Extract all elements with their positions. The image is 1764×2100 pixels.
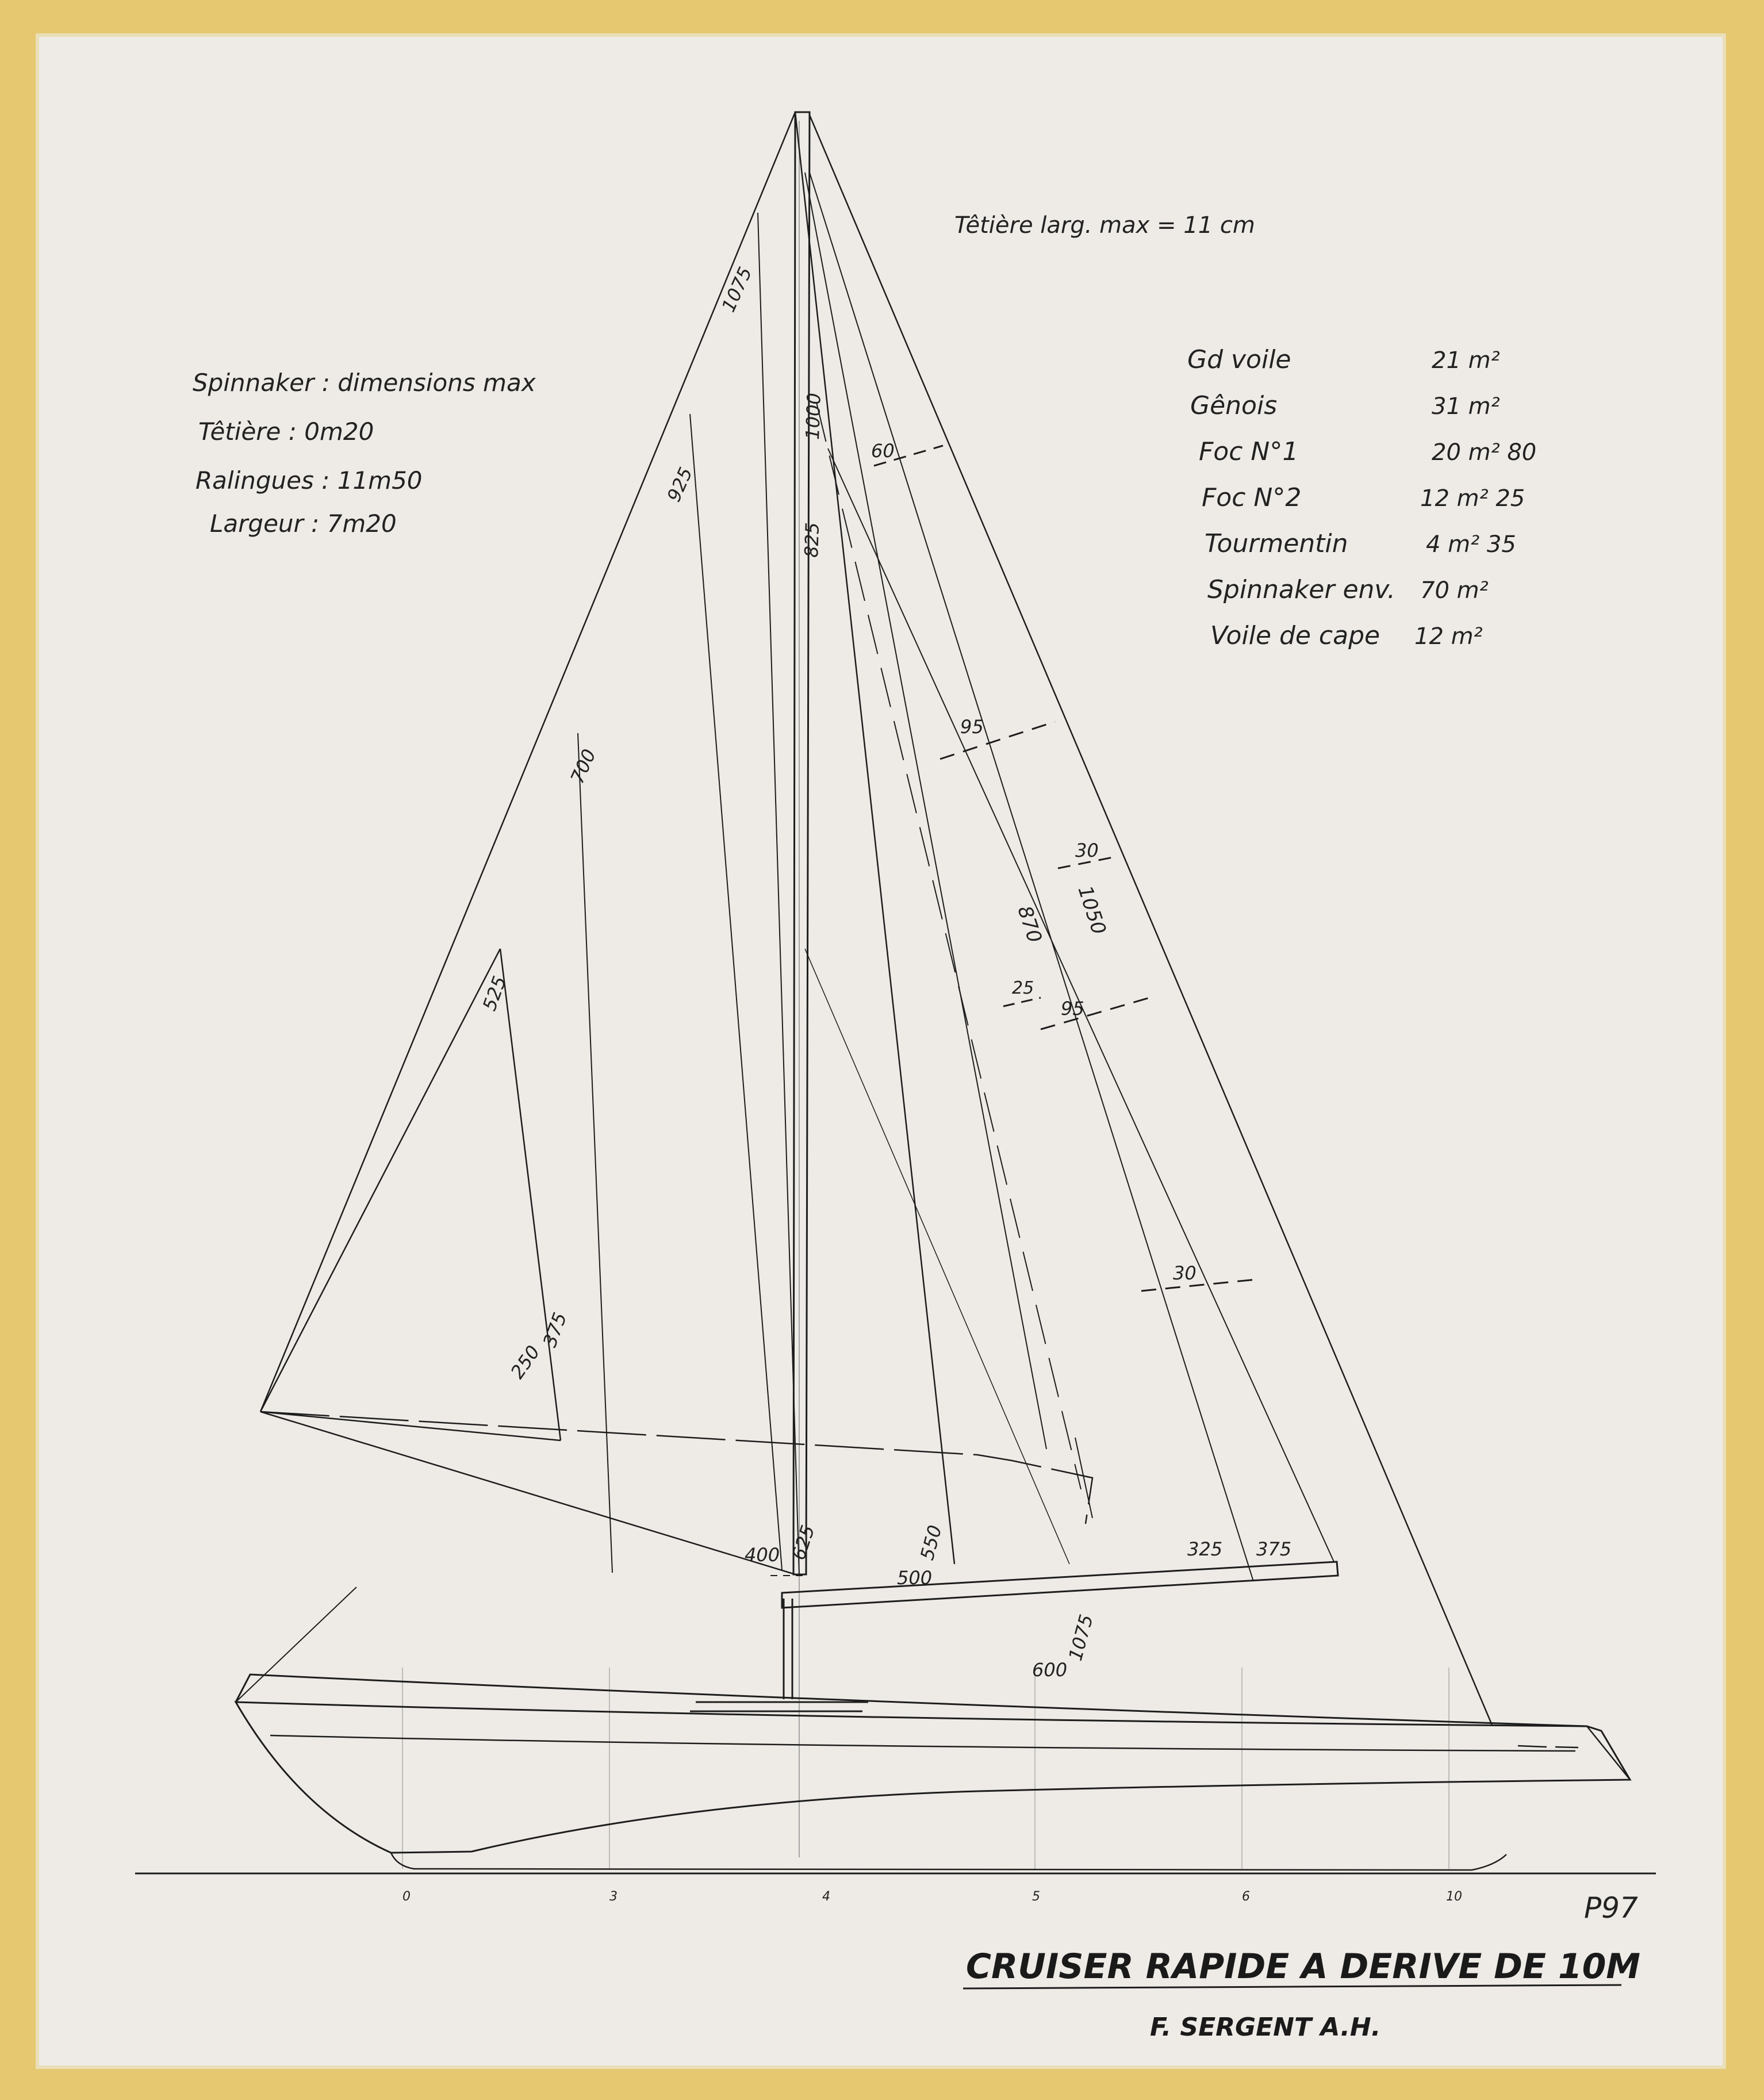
sail-area: 12 m² 25 xyxy=(1420,485,1525,512)
dim-foot-325: 325 xyxy=(1187,1538,1223,1560)
dim-batten-30-a: 30 xyxy=(1075,840,1099,861)
scale-tick: 6 xyxy=(1242,1890,1250,1904)
dim-mast-825: 825 xyxy=(800,522,824,558)
spinnaker-heading: Spinnaker : dimensions max xyxy=(193,369,536,397)
dim-leech-550: 550 xyxy=(916,1523,946,1563)
spinnaker-note-line: Têtière : 0m20 xyxy=(198,417,374,446)
dim-luff-700: 700 xyxy=(566,746,601,787)
dim-luff-1000: 1000 xyxy=(802,392,825,440)
spinnaker-notes xyxy=(193,369,536,538)
drawing-sheet xyxy=(36,33,1726,2069)
dim-batten-95-low: 95 xyxy=(1061,998,1084,1020)
dim-leech-1050: 1050 xyxy=(1073,883,1111,938)
dim-foot-400: 400 xyxy=(745,1544,780,1566)
scale-tick: 10 xyxy=(1446,1890,1462,1904)
battens xyxy=(874,446,1256,1291)
sail-name: Tourmentin xyxy=(1205,529,1348,558)
scale-tick: 3 xyxy=(609,1890,618,1904)
sail-area-table xyxy=(1187,345,1536,650)
sail-area: 20 m² 80 xyxy=(1432,439,1537,466)
sail-name: Spinnaker env. xyxy=(1207,575,1395,604)
drawing-author: F. SERGENT A.H. xyxy=(1150,2013,1381,2042)
dim-batten-95-top: 95 xyxy=(960,716,984,738)
sail-name: Gd voile xyxy=(1187,345,1291,374)
sail-area: 12 m² xyxy=(1414,623,1483,650)
scale-tick: 0 xyxy=(402,1890,411,1904)
scale-ticks xyxy=(402,1890,1462,1904)
sail-plan-drawing xyxy=(36,33,1726,2069)
mast xyxy=(793,112,810,1574)
sail-area: 70 m² xyxy=(1420,577,1489,604)
dim-foot-500: 500 xyxy=(897,1567,933,1589)
scale-tick: 4 xyxy=(822,1890,830,1904)
dim-foot-600: 600 xyxy=(1032,1659,1068,1681)
dim-batten-60: 60 xyxy=(871,440,895,462)
sail-area: 4 m² 35 xyxy=(1426,531,1516,558)
drawing-title: CRUISER RAPIDE A DERIVE DE 10M xyxy=(966,1946,1641,1987)
dimension-labels xyxy=(478,263,1291,1681)
mainsail xyxy=(759,112,954,1564)
dim-leech-625: 625 xyxy=(787,1522,819,1563)
dim-batten-25: 25 xyxy=(1012,978,1034,998)
dim-leech-870: 870 xyxy=(1013,903,1046,946)
dim-luff-1075: 1075 xyxy=(717,263,757,316)
sail-name: Gênois xyxy=(1190,391,1278,420)
sail-name: Foc N°2 xyxy=(1202,483,1302,512)
dim-batten-30-b: 30 xyxy=(1173,1262,1197,1284)
sail-name: Voile de cape xyxy=(1210,621,1380,650)
header-note: Têtière larg. max = 11 cm xyxy=(954,212,1255,239)
boom xyxy=(782,1562,1338,1608)
sail-name: Foc N°1 xyxy=(1199,437,1299,466)
sail-area: 21 m² xyxy=(1432,347,1500,374)
scale-tick: 5 xyxy=(1032,1890,1040,1904)
plate-number: P97 xyxy=(1584,1891,1638,1925)
dim-leech-1075: 1075 xyxy=(1064,1612,1098,1664)
dim-foot-375: 375 xyxy=(1256,1538,1292,1560)
dim-luff-925: 925 xyxy=(662,464,697,505)
sail-area: 31 m² xyxy=(1432,393,1500,420)
dim-luff-375: 375 xyxy=(538,1309,572,1350)
dim-foot-250: 250 xyxy=(506,1341,544,1383)
hull xyxy=(236,1587,1630,1870)
forestay xyxy=(810,115,1492,1725)
spinnaker-note-line: Largeur : 7m20 xyxy=(210,509,397,538)
spinnaker-note-line: Ralingues : 11m50 xyxy=(195,466,423,495)
dim-luff-525: 525 xyxy=(478,973,511,1014)
